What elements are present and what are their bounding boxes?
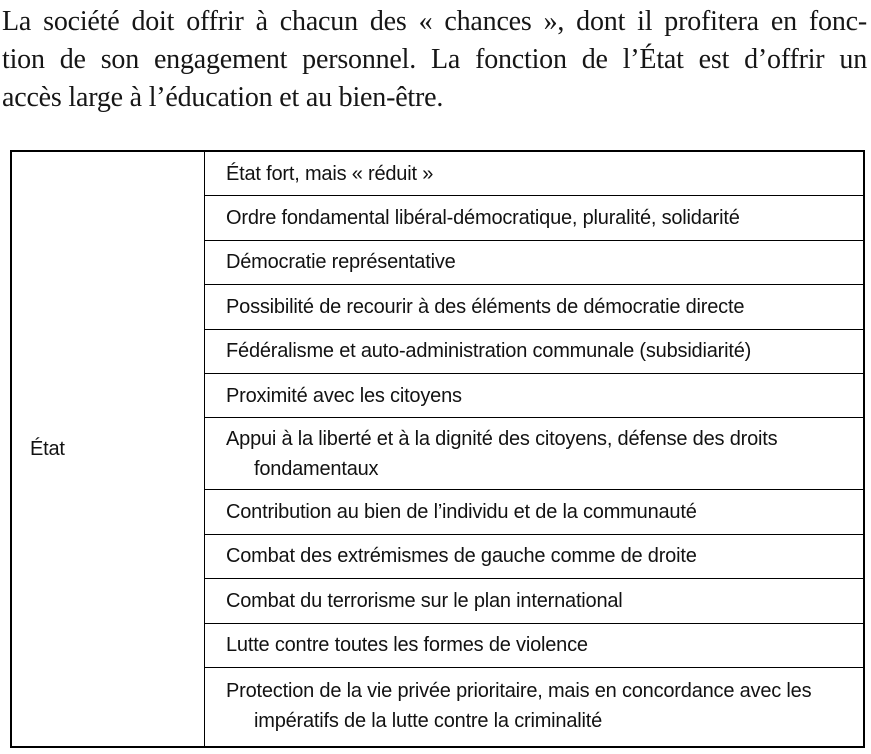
table-row — [205, 535, 863, 579]
table-row — [205, 152, 863, 196]
table-row — [205, 418, 863, 490]
table-row — [205, 490, 863, 534]
table-row — [205, 285, 863, 329]
table-row-text: Possibilité de recourir à des éléments de démocratie directe — [226, 295, 745, 318]
table-row — [205, 579, 863, 623]
intro-line-3: accès large à l’éducation et au bien-être. — [2, 82, 444, 113]
table-row-text: Lutte contre toutes les formes de violence — [226, 634, 588, 657]
table-row-text: État fort, mais « réduit » — [226, 162, 434, 185]
table-row — [205, 196, 863, 240]
intro-line-1: La société doit offrir à chacun des « chances », dont il profitera en fonc- — [2, 6, 867, 37]
table-row — [205, 241, 863, 285]
table-row-text: Combat du terrorisme sur le plan international — [226, 589, 623, 612]
etat-values-table — [10, 150, 865, 748]
table-row — [205, 374, 863, 418]
table-row-text: Contribution au bien de l’individu et de la communauté — [226, 501, 697, 524]
intro-line-2: tion de son engagement personnel. La fonction de l’État est d’offrir un — [2, 44, 867, 75]
table-row — [205, 330, 863, 374]
table-row-text: Ordre fondamental libéral-démocratique, pluralité, solidarité — [226, 207, 740, 230]
table-row-text: Démocratie représentative — [226, 251, 456, 274]
table-row-text: Fédéralisme et auto-administration communale (subsidiarité) — [226, 340, 752, 363]
table-row-text: Appui à la liberté et à la dignité des citoyens, défense des droits — [226, 427, 778, 450]
table-header-cell — [12, 152, 205, 746]
table-header-label: État — [30, 437, 65, 460]
table-rows-column — [205, 152, 863, 746]
table-row-text: Combat des extrémismes de gauche comme de droite — [226, 545, 697, 568]
table-row-text-continued: fondamentaux — [254, 457, 379, 480]
intro-paragraph — [2, 3, 867, 117]
table-row-text: Protection de la vie privée prioritaire, mais en concordance avec les — [226, 680, 812, 703]
table-row-text: Proximité avec les citoyens — [226, 384, 462, 407]
table-row — [205, 624, 863, 668]
table-row-text-continued: impératifs de la lutte contre la criminalité — [254, 710, 603, 733]
table-row — [205, 668, 863, 745]
